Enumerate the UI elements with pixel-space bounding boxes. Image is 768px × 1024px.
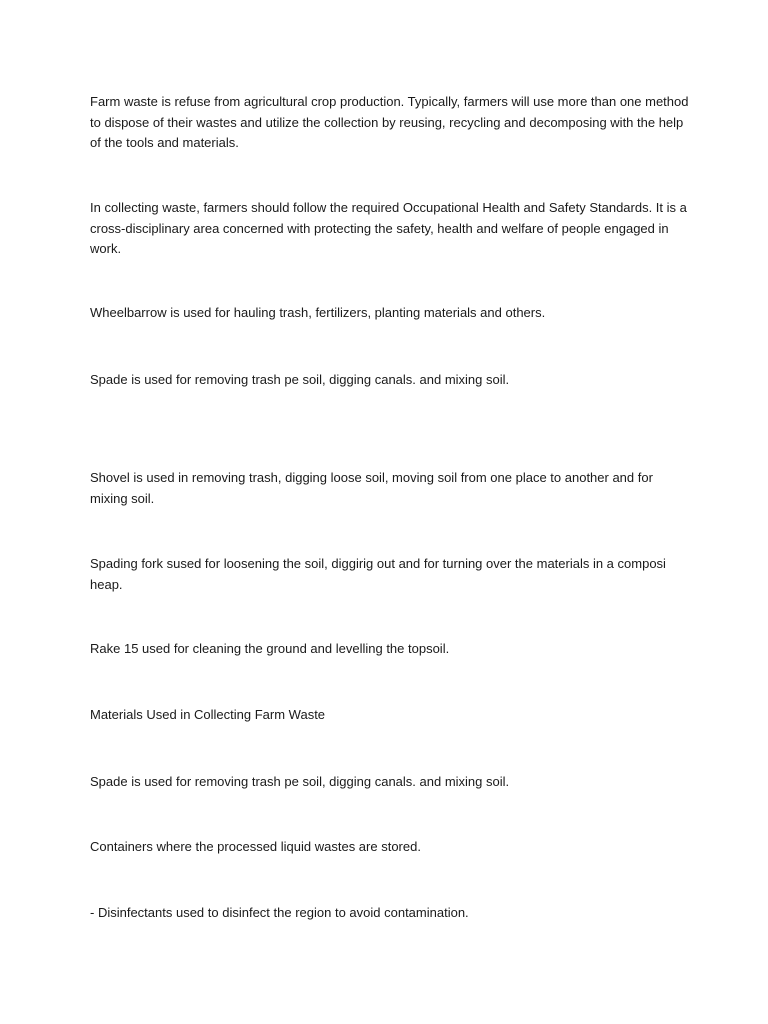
paragraph-farm-waste-definition: Farm waste is refuse from agricultural crop production. Typically, farmers will use more than one method to dispose of their wastes and utilize the collection by reusing, recycling and decomposing with the help of the tools and materials. [90,94,689,150]
paragraph-wheelbarrow: Wheelbarrow is used for hauling trash, fertilizers, planting materials and others. [90,305,546,320]
paragraph-disinfectants: - Disinfectants used to disinfect the region to avoid contamination. [90,905,469,920]
paragraph-spade-repeat: Spade is used for removing trash pe soil, digging canals. and mixing soil. [90,774,510,789]
paragraph-safety-standards: In collecting waste, farmers should follow the required Occupational Health and Safety Standards. It is a cross-disciplinary area concerned with protecting the safety, health and welfare of people engaged in work. [90,200,687,256]
paragraph-spade: Spade is used for removing trash pe soil, digging canals. and mixing soil. [90,372,510,387]
paragraph-shovel: Shovel is used in removing trash, digging loose soil, moving soil from one place to another and for mixing soil. [90,470,653,506]
paragraph-containers: Containers where the processed liquid wastes are stored. [90,839,421,854]
paragraph-rake: Rake 15 used for cleaning the ground and levelling the topsoil. [90,641,450,656]
paragraph-spading-fork: Spading fork sused for loosening the soil, diggirig out and for turning over the materials in a composi heap. [90,556,666,592]
section-heading-materials: Materials Used in Collecting Farm Waste [90,707,326,722]
